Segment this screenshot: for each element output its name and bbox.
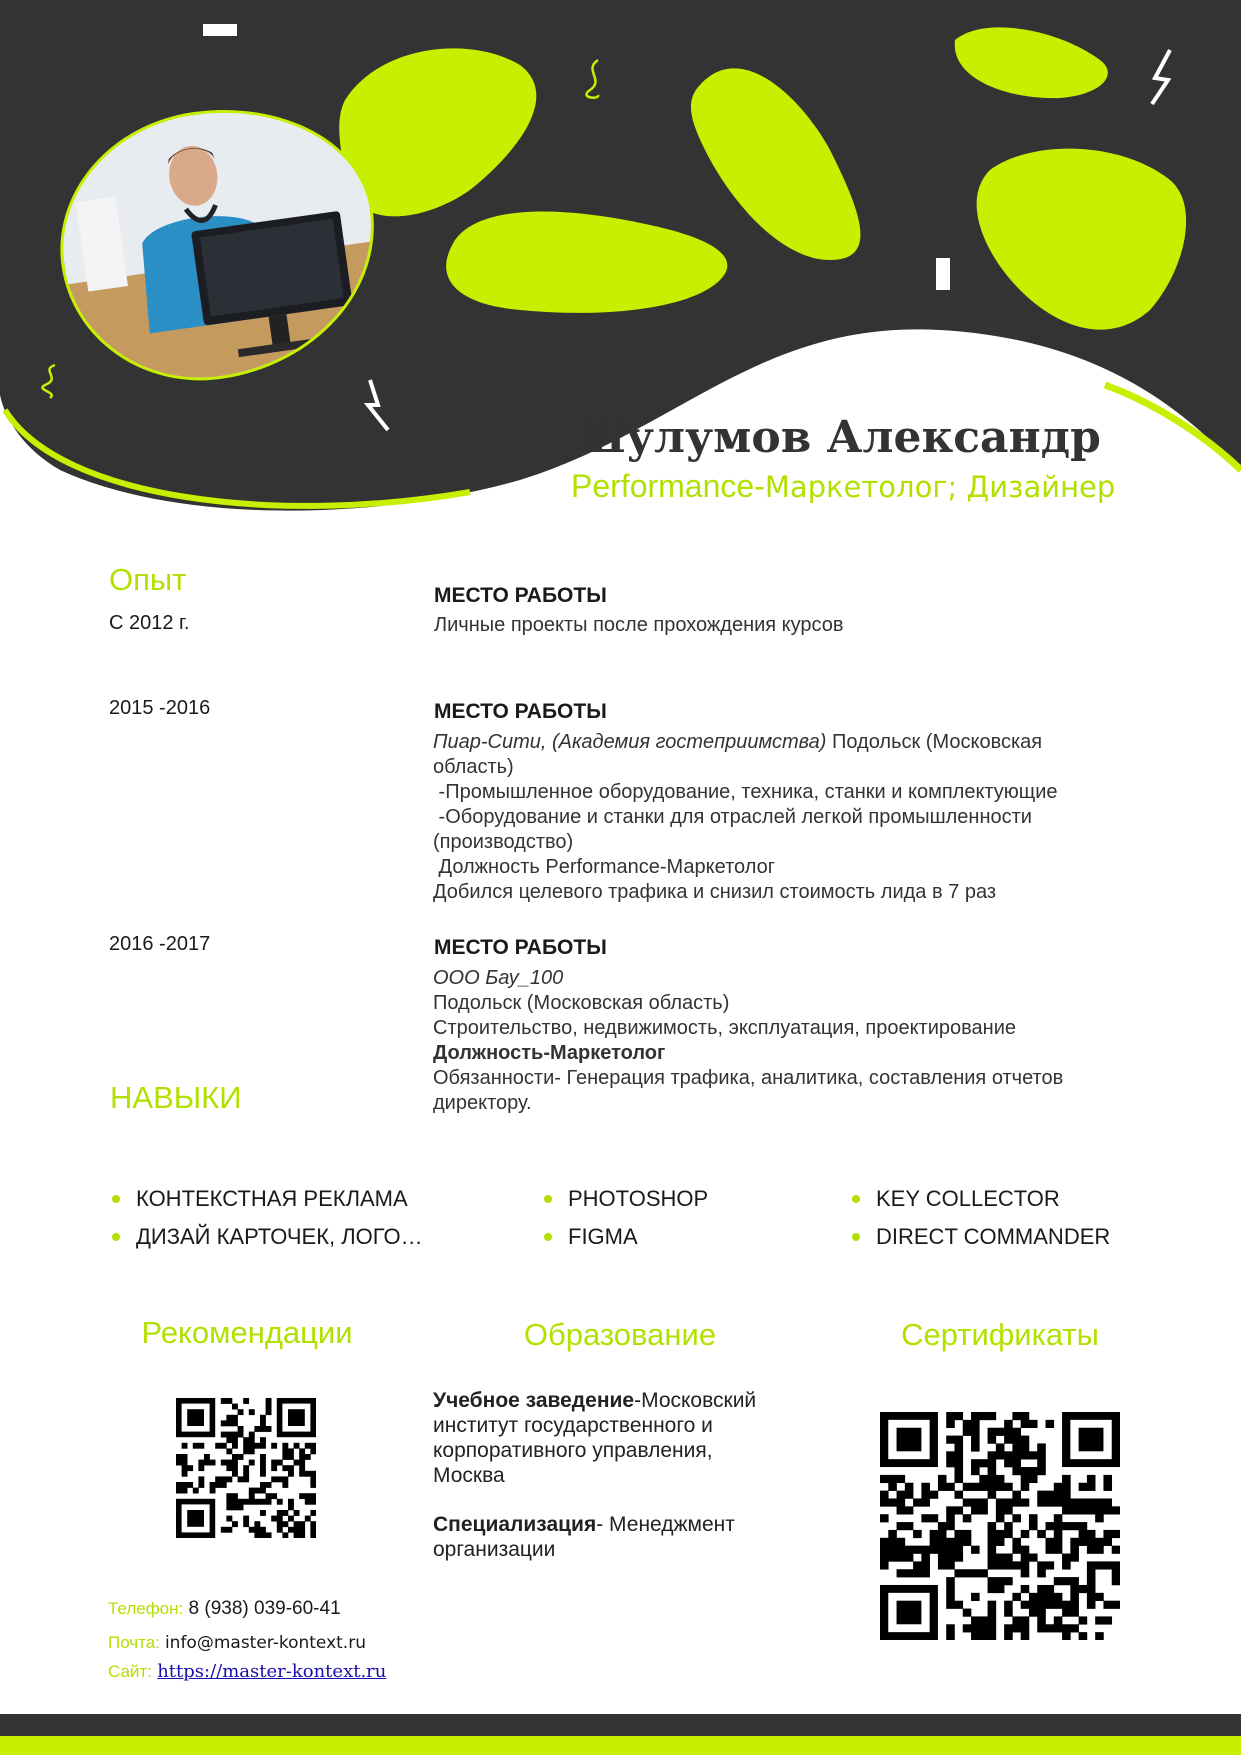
experience-line: директору. <box>433 1092 532 1114</box>
white-dash-top <box>203 24 237 36</box>
bullet-icon <box>112 1233 120 1241</box>
company-name: Пиар-Сити, (Академия гостеприимства) <box>433 731 827 753</box>
skill-item <box>112 1180 423 1218</box>
skill-item <box>852 1180 1110 1218</box>
education-title: Образование <box>523 1317 717 1352</box>
bullet-icon <box>112 1195 120 1203</box>
job-role <box>571 468 1115 505</box>
experience-date-3: 2016 -2017 <box>109 933 211 955</box>
skill-label: ДИЗАЙ КАРТОЧЕК, ЛОГО… <box>136 1224 423 1249</box>
institution-value: -Московский <box>634 1389 757 1412</box>
white-dash-middle <box>936 258 950 290</box>
contact-phone <box>108 1598 341 1620</box>
bullet-icon <box>544 1195 552 1203</box>
person-name: Шулумов Александр <box>570 412 1101 463</box>
experience-title: Опыт <box>109 562 187 597</box>
company-name: ООО Бау_100 <box>433 967 564 989</box>
experience-block-2 <box>433 730 1133 905</box>
education-block <box>433 1388 803 1562</box>
experience-line: Добился целевого трафика и снизил стоимость лида в 7 раз <box>433 881 997 903</box>
skill-item <box>852 1218 1110 1256</box>
recommendations-qr-code[interactable] <box>176 1398 316 1538</box>
company-location: Подольск (Московская <box>826 731 1043 753</box>
job-role-rest: Маркетолог; Дизайнер <box>764 470 1116 504</box>
contact-email <box>108 1632 366 1653</box>
experience-line: Должность Performance-Маркетолог <box>433 856 776 878</box>
specialization-line: организации <box>433 1538 556 1561</box>
specialization-label: Специализация <box>433 1513 597 1536</box>
experience-line: область) <box>433 756 514 778</box>
experience-line: Подольск (Московская область) <box>433 992 730 1014</box>
site-link[interactable]: https://master-kontext.ru <box>157 1661 387 1682</box>
institution-label: Учебное заведение <box>433 1389 635 1412</box>
bullet-icon <box>852 1195 860 1203</box>
phone-label: Телефон: <box>108 1599 184 1618</box>
experience-date-2: 2015 -2016 <box>109 697 211 719</box>
experience-line: -Оборудование и станки для отраслей легкой промышленности <box>433 806 1032 828</box>
skill-item <box>112 1218 423 1256</box>
footer-accent-band <box>0 1736 1241 1755</box>
experience-heading-3: МЕСТО РАБОТЫ <box>434 936 607 959</box>
email-label: Почта: <box>108 1633 160 1652</box>
experience-line: Личные проекты после прохождения курсов <box>434 614 844 636</box>
skill-label: FIGMA <box>568 1224 638 1249</box>
experience-date-1: С 2012 г. <box>109 612 190 634</box>
bullet-icon <box>852 1233 860 1241</box>
recommendations-title: Рекомендации <box>141 1315 353 1350</box>
skill-label: DIRECT COMMANDER <box>876 1224 1111 1249</box>
skill-item <box>544 1180 708 1218</box>
contact-site <box>108 1661 386 1683</box>
phone-value[interactable]: 8 (938) 039-60-41 <box>188 1598 341 1619</box>
skills-column-2 <box>544 1180 708 1256</box>
experience-line: Обязанности- Генерация трафика, аналитика, составления отчетов <box>433 1067 1064 1089</box>
skill-label: PHOTOSHOP <box>568 1186 709 1211</box>
footer-dark-band <box>0 1714 1241 1736</box>
bullet-icon <box>544 1233 552 1241</box>
institution-line: корпоративного управления, <box>433 1439 713 1462</box>
position-title: Должность-Маркетолог <box>433 1042 666 1064</box>
certificates-title: Сертификаты <box>901 1317 1099 1352</box>
skill-label: KEY COLLECTOR <box>876 1186 1060 1211</box>
site-label: Сайт: <box>108 1662 152 1681</box>
institution-line: Москва <box>433 1464 505 1487</box>
skills-title: НАВЫКИ <box>110 1080 242 1115</box>
skills-column-3 <box>852 1180 1110 1256</box>
email-value[interactable]: info@master-kontext.ru <box>164 1633 366 1653</box>
skills-column-1 <box>112 1180 423 1256</box>
specialization-value: - Менеджмент <box>596 1513 735 1536</box>
skill-item <box>544 1218 708 1256</box>
experience-heading-2: МЕСТО РАБОТЫ <box>434 700 607 723</box>
experience-line: (производство) <box>433 831 574 853</box>
certificates-qr-code[interactable] <box>880 1412 1120 1640</box>
experience-line: -Промышленное оборудование, техника, станки и комплектующие <box>433 781 1058 803</box>
experience-block-3 <box>433 966 1153 1116</box>
institution-line: институт государственного и <box>433 1414 713 1437</box>
experience-heading-1: МЕСТО РАБОТЫ <box>434 584 607 607</box>
job-role-prefix: Performance- <box>571 468 765 504</box>
skill-label: КОНТЕКСТНАЯ РЕКЛАМА <box>136 1186 408 1211</box>
experience-line: Строительство, недвижимость, эксплуатация, проектирование <box>433 1017 1016 1039</box>
